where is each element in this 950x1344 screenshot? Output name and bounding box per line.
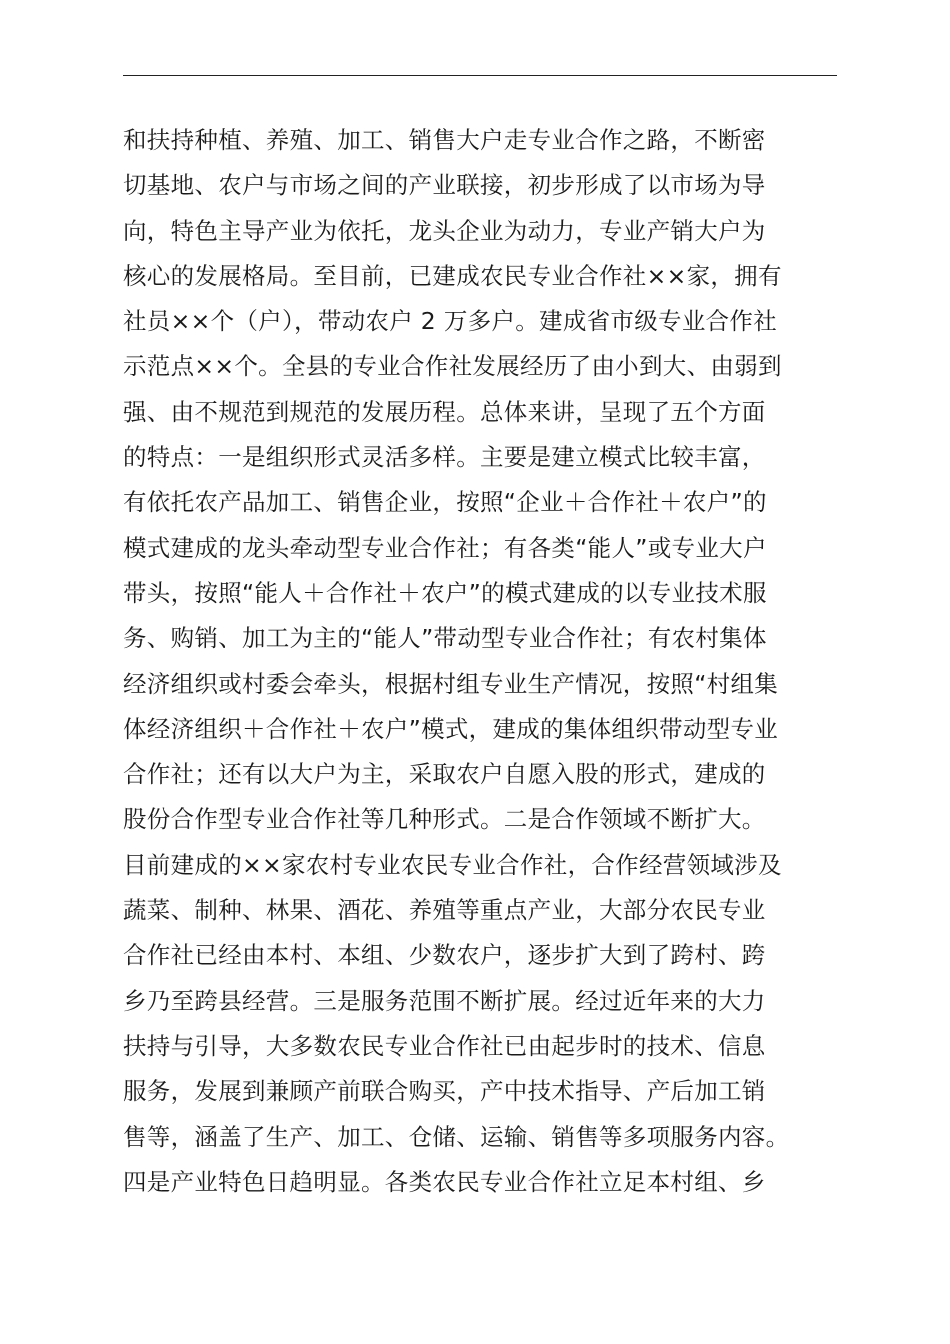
text-line: 股份合作型专业合作社等几种形式。二是合作领域不断扩大。 bbox=[123, 805, 766, 834]
text-line: 有依托农产品加工、销售企业，按照“企业＋合作社＋农户”的 bbox=[123, 488, 767, 517]
text-line: 和扶持种植、养殖、加工、销售大户走专业合作之路，不断密 bbox=[123, 126, 766, 154]
text-line: 体经济组织＋合作社＋农户”模式，建成的集体组织带动型专业 bbox=[123, 714, 779, 743]
text-line: 售等，涵盖了生产、加工、仓储、运输、销售等多项服务内容。 bbox=[123, 1122, 790, 1151]
document-body bbox=[123, 118, 837, 1205]
text-line: 模式建成的龙头牵动型专业合作社；有各类“能人”或专业大户 bbox=[123, 533, 767, 562]
text-line: 服务，发展到兼顾产前联合购买，产中技术指导、产后加工销 bbox=[123, 1077, 766, 1106]
text-line: 社员××个（户），带动农户 2 万多户。建成省市级专业合作社 bbox=[123, 307, 778, 336]
text-line: 合作社；还有以大户为主，采取农户自愿入股的形式，建成的 bbox=[123, 760, 766, 789]
text-line: 务、购销、加工为主的“能人”带动型专业合作社；有农村集体 bbox=[123, 624, 767, 653]
text-line: 的特点：一是组织形式灵活多样。主要是建立模式比较丰富， bbox=[123, 443, 766, 472]
text-line: 示范点××个。全县的专业合作社发展经历了由小到大、由弱到 bbox=[123, 352, 782, 381]
text-line: 合作社已经由本村、本组、少数农户，逐步扩大到了跨村、跨 bbox=[123, 941, 766, 970]
header-rule bbox=[123, 75, 837, 76]
text-line: 蔬菜、制种、林果、酒花、养殖等重点产业，大部分农民专业 bbox=[123, 896, 766, 925]
text-line: 乡乃至跨县经营。三是服务范围不断扩展。经过近年来的大力 bbox=[123, 986, 766, 1015]
text-line: 扶持与引导，大多数农民专业合作社已由起步时的技术、信息 bbox=[123, 1031, 766, 1060]
text-line: 切基地、农户与市场之间的产业联接，初步形成了以市场为导 bbox=[123, 171, 766, 200]
text-line: 四是产业特色日趋明显。各类农民专业合作社立足本村组、乡 bbox=[123, 1167, 766, 1196]
text-line: 经济组织或村委会牵头，根据村组专业生产情况，按照“村组集 bbox=[123, 669, 779, 698]
text-line: 核心的发展格局。至目前，已建成农民专业合作社××家，拥有 bbox=[123, 261, 782, 290]
text-line: 向，特色主导产业为依托，龙头企业为动力，专业产销大户为 bbox=[123, 216, 766, 245]
text-line: 强、由不规范到规范的发展历程。总体来讲，呈现了五个方面 bbox=[123, 397, 766, 426]
text-line: 带头，按照“能人＋合作社＋农户”的模式建成的以专业技术服 bbox=[123, 578, 767, 607]
text-line: 目前建成的××家农村专业农民专业合作社，合作经营领域涉及 bbox=[123, 850, 782, 879]
